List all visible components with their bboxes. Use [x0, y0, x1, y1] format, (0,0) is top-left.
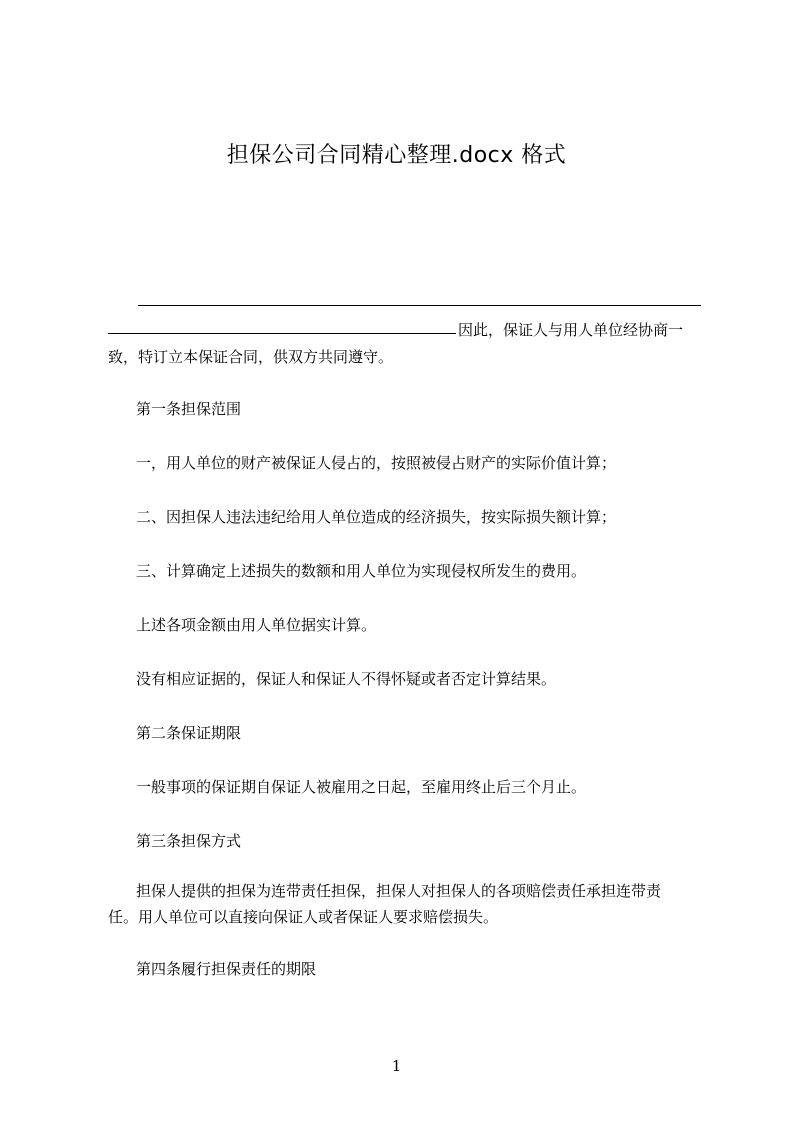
article-heading: 第一条担保范围	[136, 400, 242, 418]
fill-in-blank-line	[138, 305, 701, 306]
fill-in-blank-line	[108, 333, 456, 334]
body-paragraph: 上述各项金额由用人单位据实计算。	[136, 616, 377, 634]
body-paragraph: 二、因担保人违法违纪给用人单位造成的经济损失，按实际损失额计算；	[136, 508, 617, 526]
intro-line-2	[458, 319, 700, 341]
article-heading: 第二条保证期限	[136, 724, 242, 742]
body-paragraph: 没有相应证据的，保证人和保证人不得怀疑或者否定计算结果。	[136, 670, 557, 688]
article-heading: 第四条履行担保责任的期限	[136, 960, 317, 978]
intro-text: 致，特订立本保证合同，供双方共同遵守。	[108, 348, 394, 366]
article-heading: 第三条担保方式	[136, 832, 242, 850]
intro-text: 因此，保证人与用人单位经协商一	[458, 321, 684, 339]
intro-line-3	[108, 346, 700, 368]
body-paragraph: 担保人提供的担保为连带责任担保，担保人对担保人的各项赔偿责任承担连带责	[136, 882, 662, 900]
page-number: 1	[391, 1057, 402, 1075]
body-paragraph: 一，用人单位的财产被保证人侵占的，按照被侵占财产的实际价值计算；	[136, 454, 617, 472]
body-paragraph-continued: 任。用人单位可以直接向保证人或者保证人要求赔偿损失。	[108, 908, 499, 926]
body-paragraph: 一般事项的保证期自保证人被雇用之日起，至雇用终止后三个月止。	[136, 778, 587, 796]
document-title: 担保公司合同精心整理.docx 格式	[226, 143, 567, 168]
body-paragraph: 三、计算确定上述损失的数额和用人单位为实现侵权所发生的费用。	[136, 562, 587, 580]
